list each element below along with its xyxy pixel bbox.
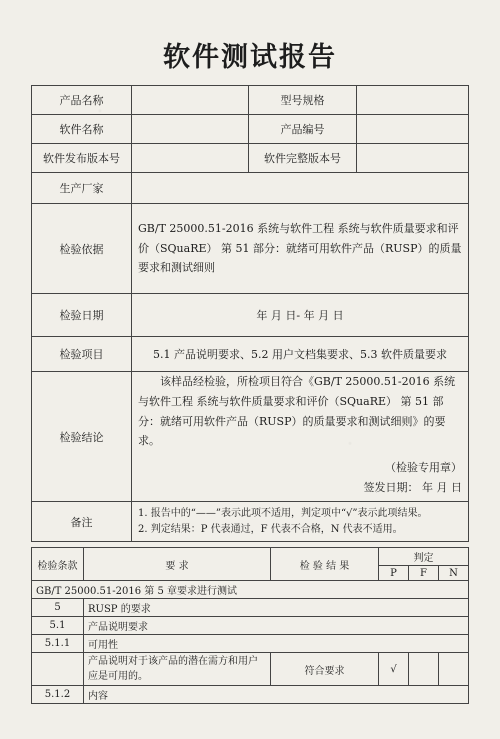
header-requirement: 要 求 [84,548,271,581]
report-info-table [31,85,469,542]
label-software-name: 软件名称 [32,115,132,144]
label-basis: 检验依据 [32,204,132,294]
table-row [32,617,469,635]
row-requirement: 内容 [84,686,469,704]
detail-result: 符合要求 [271,653,379,686]
value-manufacturer [132,173,469,204]
row-clause: 5 [32,599,84,617]
value-software-name [132,115,249,144]
value-release-version [132,144,249,173]
date-text: 年 月 日- 年 月 日 [132,294,469,337]
value-model-spec [357,86,469,115]
label-date: 检验日期 [32,294,132,337]
notes-cell [132,502,469,542]
detail-f-mark [409,653,439,686]
basis-text: GB/T 25000.51-2016 系统与软件工程 系统与软件质量要求和评价（SQuaRE） 第 51 部分：就绪可用软件产品（RUSP）的质量要求和测试细则 [132,204,469,294]
conclusion-text: 该样品经检验，所检项目符合《GB/T 25000.51-2016 系统与软件工程 系统与软件质量要求和评价（SQuaRE） 第 51 部分：就绪可用软件产品（RUSP）的质量要求和测试细则》的要求。 [138,375,456,448]
note-2: 2. 判定结果：P 代表通过，F 代表不合格，N 代表不适用。 [138,523,403,535]
header-p: P [379,566,409,581]
header-n: N [439,566,469,581]
conclusion-cell [132,372,469,502]
header-verdict: 判定 [379,548,469,566]
label-product-name: 产品名称 [32,86,132,115]
seal-text: （检验专用章） [385,461,462,475]
detail-p-mark: √ [379,653,409,686]
detail-requirement: 产品说明对于该产品的潜在需方和用户应是可用的。 [84,653,271,686]
label-full-version: 软件完整版本号 [249,144,357,173]
value-product-name [132,86,249,115]
row-requirement: 产品说明要求 [84,617,469,635]
page-title: 软件测试报告 [163,42,337,73]
table-row [32,653,469,686]
label-product-no: 产品编号 [249,115,357,144]
table-row [32,599,469,617]
detail-n-mark [439,653,469,686]
sign-date-text: 签发日期： 年 月 日 [363,481,462,495]
label-model-spec: 型号规格 [249,86,357,115]
label-release-version: 软件发布版本号 [32,144,132,173]
header-result: 检 验 结 果 [271,548,379,581]
value-product-no [357,115,469,144]
section-title: GB/T 25000.51-2016 第 5 章要求进行测试 [32,581,469,599]
note-1: 1. 报告中的“——”表示此项不适用，判定项中“√”表示此项结果。 [138,507,428,519]
detail-clause-empty [32,653,84,686]
items-text: 5.1 产品说明要求、5.2 用户文档集要求、5.3 软件质量要求 [132,337,469,372]
header-f: F [409,566,439,581]
row-clause: 5.1 [32,617,84,635]
label-items: 检验项目 [32,337,132,372]
row-clause: 5.1.2 [32,686,84,704]
label-manufacturer: 生产厂家 [32,173,132,204]
value-full-version [357,144,469,173]
label-notes: 备注 [32,502,132,542]
table-row [32,686,469,704]
row-clause: 5.1.1 [32,635,84,653]
row-requirement: RUSP 的要求 [84,599,469,617]
detail-table [31,547,469,704]
header-clause: 检验条款 [32,548,84,581]
label-conclusion: 检验结论 [32,372,132,502]
row-requirement: 可用性 [84,635,469,653]
table-row [32,635,469,653]
